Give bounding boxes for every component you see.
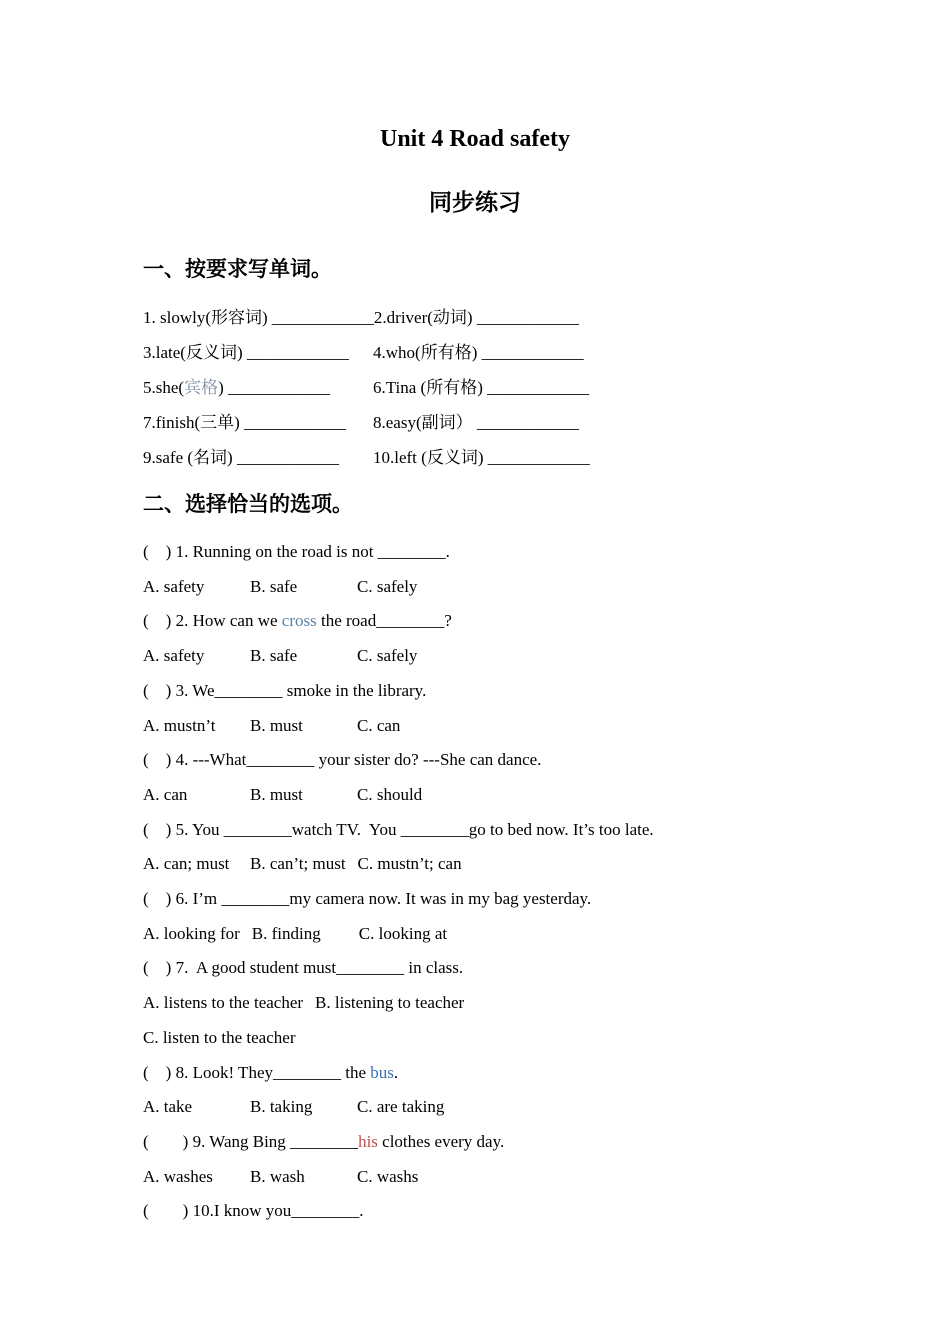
option-a: A. listens to the teacher (143, 993, 304, 1013)
option-c: C. looking at (358, 923, 448, 943)
colored-word: 宾格 (184, 378, 219, 397)
question-7-options-line2 (143, 1021, 840, 1056)
page-subtitle: 同步练习 (429, 190, 521, 215)
word-item-6 (373, 378, 589, 397)
question-5 (143, 813, 840, 848)
question-4-options (143, 778, 840, 813)
option-c: C. washs (357, 1166, 419, 1186)
question-2 (143, 604, 840, 639)
option-b: B. taking (250, 1097, 313, 1117)
option-b: B. finding (251, 923, 321, 943)
word-item-row-5 (143, 440, 840, 475)
text-segment: ) ____________ (218, 378, 330, 397)
question-9-options (143, 1160, 840, 1195)
question-1 (143, 535, 840, 570)
text-segment: 4.who(所有格) ____________ (373, 343, 584, 362)
text-segment: ( ) 10.I know you________. (143, 1201, 364, 1221)
colored-word: cross (281, 611, 317, 631)
text-segment: ( ) 8. Look! They________ the (143, 1062, 371, 1082)
text-segment: ( ) 5. You ________watch TV. You ________go to bed now. It’s too late. (143, 819, 654, 839)
option-a: A. can (143, 784, 188, 804)
question-10 (143, 1194, 840, 1229)
word-item-1 (143, 300, 374, 335)
option-b: B. wash (250, 1166, 305, 1186)
option-c: C. can (357, 715, 401, 735)
option-a: A. safety (143, 576, 205, 596)
text-segment: 7.finish(三单) ____________ (143, 413, 347, 432)
text-segment: 6.Tina (所有格) ____________ (373, 378, 590, 397)
text-segment: 1. slowly(形容词) ____________ (143, 308, 374, 327)
word-item-row-3 (143, 370, 840, 405)
text-segment: ( ) 3. We________ smoke in the library. (143, 680, 427, 700)
option-b: B. must (250, 715, 303, 735)
text-segment: ( ) 6. I’m ________my camera now. It was in my bag yesterday. (143, 889, 592, 909)
word-item-7 (143, 405, 373, 440)
option-c: C. safely (357, 576, 418, 596)
word-item-5 (143, 370, 373, 405)
text-segment: 2.driver(动词) ____________ (373, 308, 579, 327)
text-segment: ( ) 2. How can we (143, 611, 282, 631)
question-8-options (143, 1090, 840, 1125)
question-8 (143, 1056, 840, 1091)
text-segment: 9.safe (名词) ____________ (143, 448, 339, 467)
option-b: B. must (250, 784, 303, 804)
option-b: B. safe (250, 646, 298, 666)
option-a: A. washes (143, 1166, 213, 1186)
question-5-options (143, 847, 840, 882)
text-segment: . (393, 1062, 399, 1082)
text-segment: 3.late(反义词) ____________ (143, 343, 349, 362)
colored-word: his (358, 1131, 378, 1151)
text-segment: ( ) 9. Wang Bing ________ (143, 1131, 359, 1151)
text-segment: 8.easy(副词） ____________ (373, 413, 579, 432)
word-items (143, 300, 840, 475)
option-c: C. are taking (357, 1097, 445, 1117)
word-item-4 (373, 343, 584, 362)
worksheet-content (0, 256, 950, 1229)
question-7-options-line1 (143, 986, 840, 1021)
question-4 (143, 743, 840, 778)
option-a: A. can; must (143, 854, 230, 874)
question-1-options (143, 570, 840, 605)
section2-heading: 二、选择恰当的选项。 (143, 492, 353, 516)
question-6 (143, 882, 840, 917)
question-6-options (143, 917, 840, 952)
option-c: C. safely (357, 646, 418, 666)
question-9 (143, 1125, 840, 1160)
option-a: A. take (143, 1097, 193, 1117)
word-item-10 (373, 448, 590, 467)
option-b: B. safe (250, 576, 298, 596)
text-segment: 10.left (反义词) ____________ (373, 448, 590, 467)
word-item-3 (143, 335, 373, 370)
question-7 (143, 951, 840, 986)
text-segment: ( ) 4. ---What________ your sister do? ---She can dance. (143, 750, 542, 770)
multiple-choice-questions (143, 535, 840, 1229)
text-segment: the road________? (316, 611, 452, 631)
word-item-row-1 (143, 300, 840, 335)
page-title: Unit 4 Road safety (380, 126, 570, 152)
word-item-9 (143, 440, 373, 475)
word-item-row-4 (143, 405, 840, 440)
section1-heading: 一、按要求写单词。 (143, 257, 332, 281)
word-item-2 (374, 308, 579, 327)
word-item-row-2 (143, 335, 840, 370)
text-segment: clothes every day. (377, 1131, 505, 1151)
option-a: A. looking for (143, 923, 240, 943)
text-segment: ( ) 7. A good student must________ in class. (143, 958, 464, 978)
question-3-options (143, 709, 840, 744)
colored-word: bus (370, 1062, 394, 1082)
option-c: C. mustn’t; can (357, 854, 462, 874)
question-2-options (143, 639, 840, 674)
text-segment: ( ) 1. Running on the road is not ________. (143, 542, 450, 561)
word-item-8 (373, 413, 579, 432)
option-c: C. should (357, 784, 423, 804)
text-segment: 5.she( (143, 378, 185, 397)
option-b: B. listening to teacher (315, 993, 465, 1013)
option-a: A. mustn’t (143, 715, 216, 735)
question-3 (143, 674, 840, 709)
option-b: B. can’t; must (250, 854, 346, 874)
option-a: A. safety (143, 646, 205, 666)
option-c: C. listen to the teacher (143, 1027, 296, 1047)
